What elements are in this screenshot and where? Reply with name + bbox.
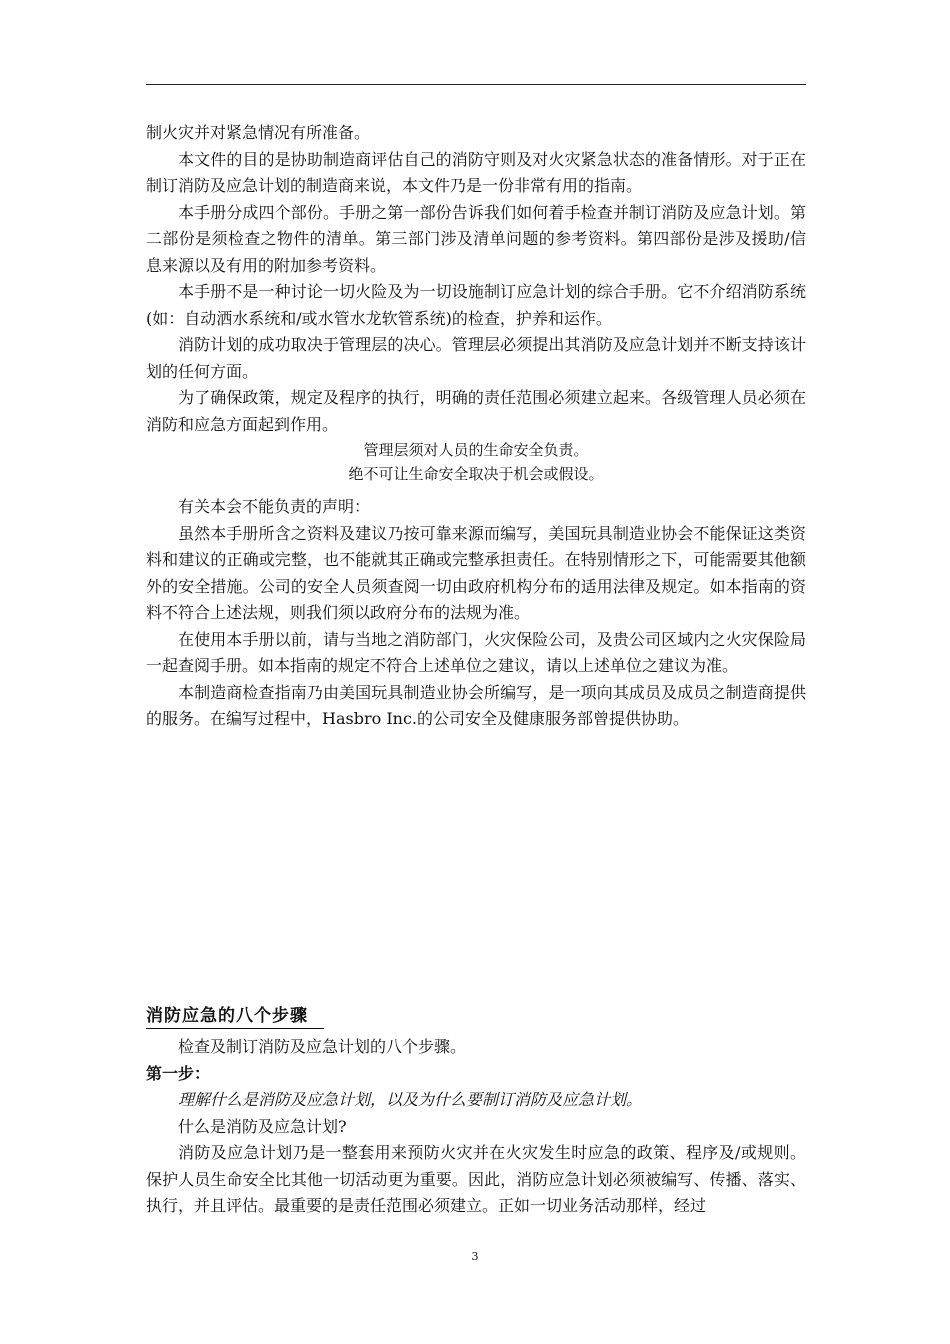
page-number: 3 xyxy=(471,1250,479,1263)
steps-intro: 检查及制订消防及应急计划的八个步骤。 xyxy=(178,1037,467,1056)
step1-description: 理解什么是消防及应急计划，以及为什么要制订消防及应急计划。 xyxy=(178,1090,643,1109)
paragraph-credits: 本制造商检查指南乃由美国玩具制造业协会所编写，是一项向其成员及成员之制造商提供的服务。在编写过程中，Hasbro Inc.的公司安全及健康服务部曾提供协助。 xyxy=(146,682,806,728)
paragraph-responsibility: 为了确保政策，规定及程序的执行，明确的责任范围必须建立起来。各级管理人员必须在消防和应急方面起到作用。 xyxy=(146,388,806,434)
continuation-line: 制火灾并对紧急情况有所准备。 xyxy=(146,123,371,142)
section-heading: 消防应急的八个步骤 xyxy=(146,1001,324,1029)
answer-paragraph: 消防及应急计划乃是一整套用来预防火灾并在火灾发生时应急的政策、程序及/或规则。保护人员生命安全比其他一切活动更为重要。因此，消防应急计划必须被编写、传播、落实、执行，并且评估。最重要的是责任范围必须建立。正如一切业务活动那样，经过 xyxy=(146,1143,806,1215)
paragraph-consult: 在使用本手册以前，请与当地之消防部门，火灾保险公司，及贵公司区域内之火灾保险局一起查阅手册。如本指南的规定不符合上述单位之建议，请以上述单位之建议为准。 xyxy=(146,629,806,675)
center-statement-1: 管理层须对人员的生命安全负责。 xyxy=(363,441,589,459)
disclaimer-title: 有关本会不能负责的声明： xyxy=(178,497,371,516)
paragraph-management: 消防计划的成功取决于管理层的决心。管理层必须提出其消防及应急计划并不断支持该计划的任何方面。 xyxy=(146,335,806,381)
paragraph-disclaimer: 虽然本手册所含之资料及建议乃按可靠来源而编写，美国玩具制造业协会不能保证这类资料和建议的正确或完整，也不能就其正确或完整承担责任。在特别情形之下，可能需要其他额外的安全措施。公司的安全人员须查阅一切由政府机构分布的适用法律及规定。如本指南的资料不符合上述法规，则我们须以政府分布的法规为准。 xyxy=(146,523,806,622)
header-rule xyxy=(146,84,806,85)
paragraph-purpose: 本文件的目的是协助制造商评估自己的消防守则及对火灾紧急状态的准备情形。对于正在制订消防及应急计划的制造商来说，本文件乃是一份非常有用的指南。 xyxy=(146,149,806,195)
steps-section xyxy=(146,1034,806,1220)
intro-section xyxy=(146,120,806,733)
paragraph-structure: 本手册分成四个部份。手册之第一部份告诉我们如何着手检查并制订消防及应急计划。第二部份是须检查之物件的清单。第三部门涉及清单问题的参考资料。第四部份是涉及援助/信息来源以及有用的附加参考资料。 xyxy=(146,202,806,275)
paragraph-scope: 本手册不是一种讨论一切火险及为一切设施制订应急计划的综合手册。它不介绍消防系统(如：自动洒水系统和/或水管水龙软管系统)的检查，护养和运作。 xyxy=(146,282,806,328)
step1-label: 第一步： xyxy=(146,1063,211,1083)
center-statement-2: 绝不可让生命安全取决于机会或假设。 xyxy=(348,465,604,483)
question: 什么是消防及应急计划? xyxy=(178,1116,347,1136)
